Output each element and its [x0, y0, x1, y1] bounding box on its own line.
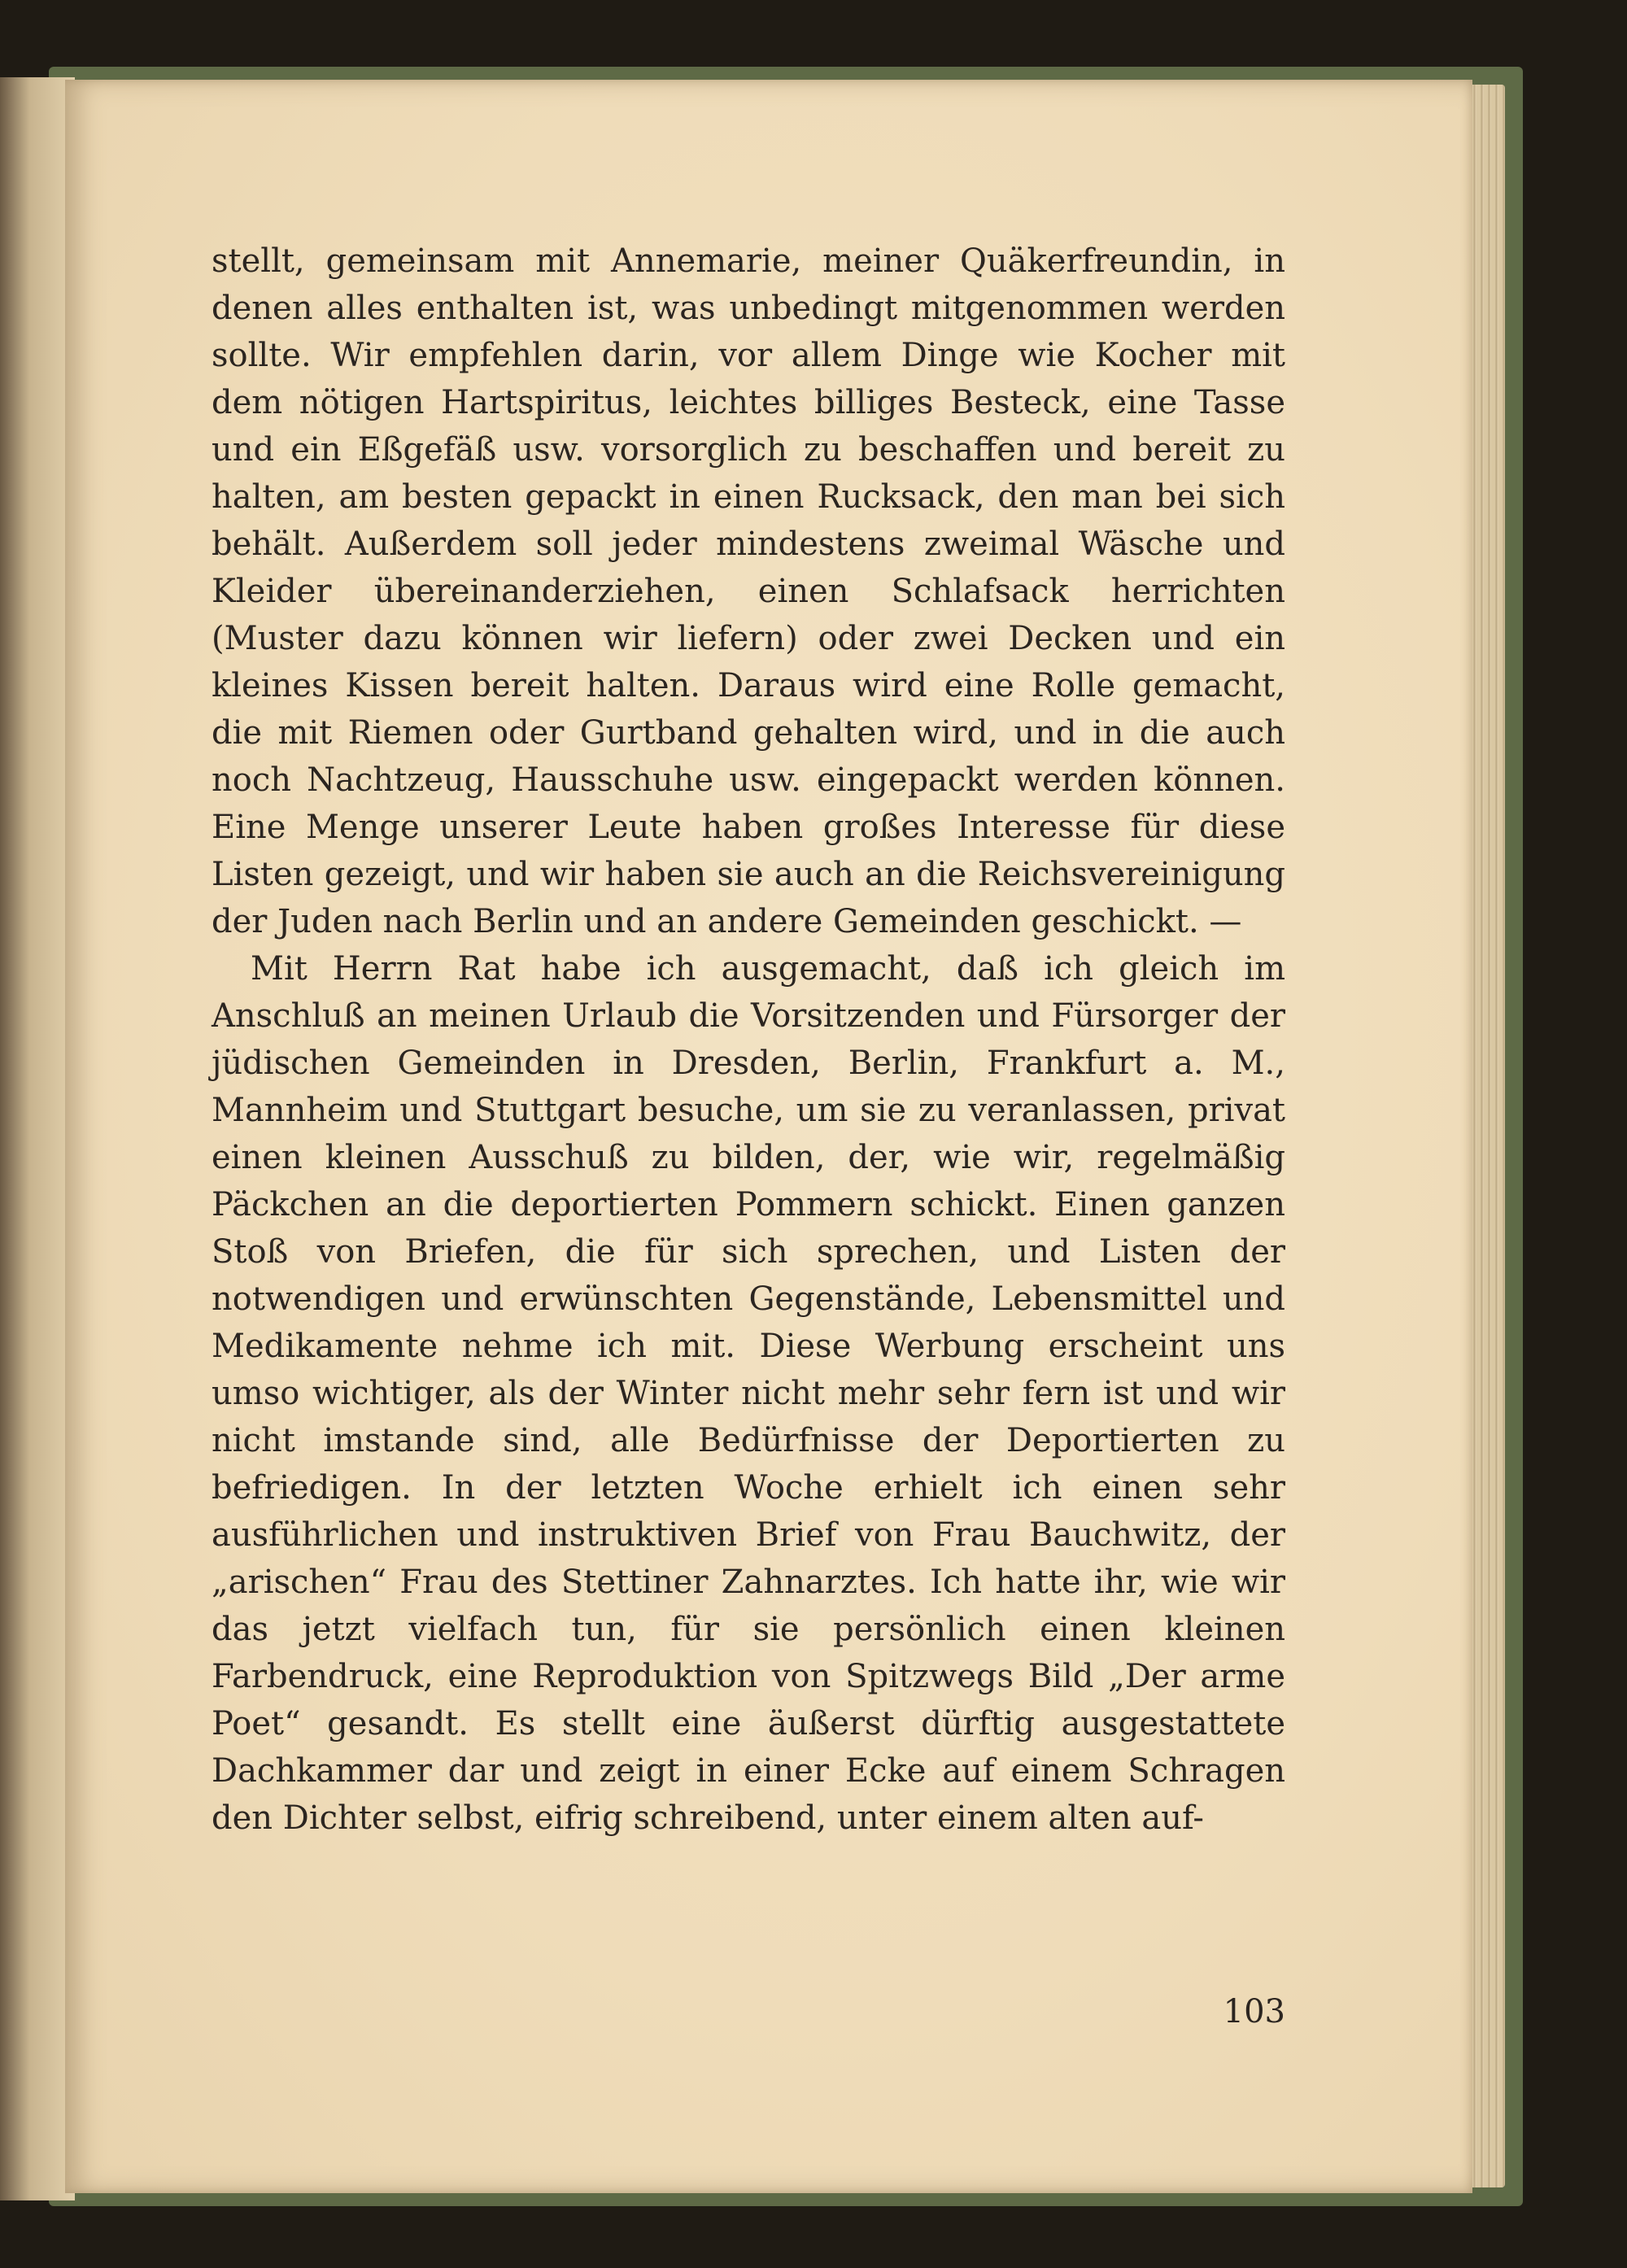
body-text — [212, 238, 1285, 1842]
paragraph-continuation: stellt, gemeinsam mit Annemarie, meiner Quäkerfreundin, in denen alles enthalten ist, was unbedingt mitgenommen werden sollte. Wir empfehlen darin, vor allem Dinge wie Kocher mit dem nötigen Hartspiritus, leichtes billiges Besteck, eine Tasse und ein Eßgefäß usw. vorsorglich zu beschaffen und bereit zu halten, am besten gepackt in einen Rucksack, den man bei sich behält. Außerdem soll jeder mindestens zweimal Wäsche und Kleider übereinanderziehen, einen Schlafsack herrichten (Muster dazu können wir liefern) oder zwei Decken und ein kleines Kissen bereit halten. Daraus wird eine Rolle gemacht, die mit Riemen oder Gurtband gehalten wird, und in die auch noch Nachtzeug, Hausschuhe usw. eingepackt werden können. Eine Menge unserer Leute haben großes Interesse für diese Listen gezeigt, und wir haben sie auch an die Reichsvereinigung der Juden nach Berlin und an andere Gemeinden geschickt. — — [212, 242, 1285, 940]
paragraph: Mit Herrn Rat habe ich ausgemacht, daß ich gleich im Anschluß an meinen Urlaub die Vorsitzenden und Fürsorger der jüdischen Gemeinden in Dresden, Berlin, Frankfurt a. M., Mannheim und Stuttgart besuche, um sie zu veranlassen, privat einen kleinen Ausschuß zu bilden, der, wie wir, regelmäßig Päckchen an die deportierten Pommern schickt. Einen ganzen Stoß von Briefen, die für sich sprechen, und Listen der notwendigen und erwünschten Gegenstände, Lebensmittel und Medikamente nehme ich mit. Diese Werbung erscheint uns umso wichtiger, als der Winter nicht mehr sehr fern ist und wir nicht imstande sind, alle Bedürfnisse der Deportierten zu befriedigen. In der letzten Woche erhielt ich einen sehr ausführlichen und instruktiven Brief von Frau Bauchwitz, der „arischen“ Frau des Stettiner Zahnarztes. Ich hatte ihr, wie wir das jetzt vielfach tun, für sie persönlich einen kleinen Farbendruck, eine Reproduktion von Spitzwegs Bild „Der arme Poet“ gesandt. Es stellt eine äußerst dürftig ausgestattete Dachkammer dar und zeigt in einer Ecke auf einem Schragen den Dichter selbst, eifrig schreibend, unter einem alten auf- — [212, 950, 1285, 1837]
book-gutter — [0, 77, 75, 2200]
page-number: 103 — [1223, 1993, 1285, 2030]
